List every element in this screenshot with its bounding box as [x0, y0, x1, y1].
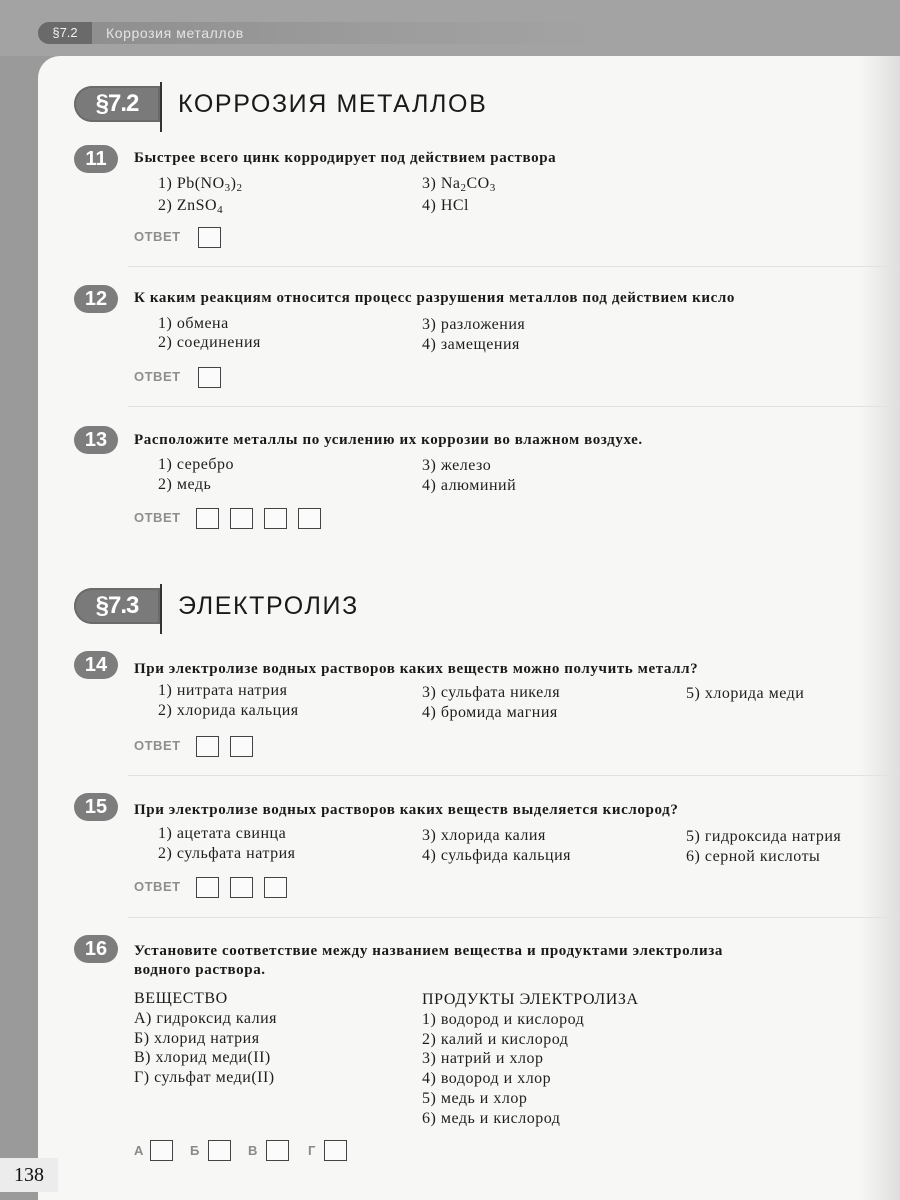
- q11-option-3: 3) $Na_2CO_3$: [422, 175, 496, 194]
- separator: [128, 266, 900, 267]
- separator: [128, 775, 900, 776]
- q12-option-1: 1) обмена: [158, 315, 229, 332]
- q12-option-2: 2) соединения: [158, 334, 261, 351]
- q11-answer-box-1[interactable]: [198, 227, 221, 248]
- q11-option-1: 1) $Pb(NO_3)_2$: [158, 175, 243, 194]
- section-badge: §7.2: [74, 86, 160, 122]
- running-head: [38, 22, 598, 44]
- q13-option-3: 3) железо: [422, 457, 492, 474]
- running-head-section-number: §7.2: [38, 22, 92, 44]
- q16-product-2: 2) калий и кислород: [422, 1031, 569, 1048]
- q15-answer-box-1[interactable]: [196, 877, 219, 898]
- q15-option-4: 4) сульфида кальция: [422, 847, 572, 864]
- question-number-12: 12: [74, 285, 118, 313]
- question-text-16-line-2: водного раствора.: [134, 962, 266, 978]
- q14-option-3: 3) сульфата никеля: [422, 684, 561, 701]
- q12-option-4: 4) замещения: [422, 336, 520, 353]
- q16-match-box-b[interactable]: [208, 1140, 231, 1161]
- q16-match-letter-v: В: [248, 1143, 258, 1158]
- question-number-16: 16: [74, 935, 118, 963]
- section-title: ЭЛЕКТРОЛИЗ: [178, 592, 359, 620]
- q12-answer-box-1[interactable]: [198, 367, 221, 388]
- q13-answer-box-1[interactable]: [196, 508, 219, 529]
- q16-match-letter-b: Б: [190, 1143, 200, 1158]
- q13-option-2: 2) медь: [158, 476, 212, 493]
- question-number-14: 14: [74, 651, 118, 679]
- q12-answer-label: ОТВЕТ: [134, 369, 181, 384]
- question-number-15: 15: [74, 793, 118, 821]
- section-divider: [160, 584, 162, 634]
- q16-product-4: 4) водород и хлор: [422, 1070, 552, 1087]
- q16-substance-a: А) гидроксид калия: [134, 1010, 278, 1027]
- q16-substance-g: Г) сульфат меди(II): [134, 1069, 275, 1086]
- q15-option-1: 1) ацетата свинца: [158, 825, 287, 842]
- q16-substance-b: Б) хлорид натрия: [134, 1030, 260, 1047]
- running-head-title: Коррозия металлов: [106, 25, 244, 41]
- q11-answer-label: ОТВЕТ: [134, 229, 181, 244]
- q12-option-3: 3) разложения: [422, 316, 526, 333]
- q15-option-2: 2) сульфата натрия: [158, 845, 296, 862]
- q16-substance-v: В) хлорид меди(II): [134, 1049, 271, 1066]
- q15-option-3: 3) хлорида калия: [422, 827, 546, 844]
- q15-answer-box-2[interactable]: [230, 877, 253, 898]
- q16-match-box-v[interactable]: [266, 1140, 289, 1161]
- question-text-16-line-1: Установите соответствие между названием вещества и продуктами электролиза: [134, 943, 723, 959]
- q13-option-4: 4) алюминий: [422, 477, 517, 494]
- question-text-13: Расположите металлы по усилению их коррозии во влажном воздухе.: [134, 432, 643, 448]
- page-edge-shadow: [860, 56, 900, 1200]
- q16-product-6: 6) медь и кислород: [422, 1110, 561, 1127]
- q14-answer-box-1[interactable]: [196, 736, 219, 757]
- question-number-13: 13: [74, 426, 118, 454]
- q14-option-1: 1) нитрата натрия: [158, 682, 288, 699]
- question-text-15: При электролизе водных растворов каких веществ выделяется кислород?: [134, 802, 679, 818]
- q16-match-letter-a: А: [134, 1143, 144, 1158]
- q11-option-4: 4) HCl: [422, 197, 469, 214]
- question-text-11: Быстрее всего цинк корродирует под действием раствора: [134, 150, 557, 166]
- section-divider: [160, 82, 162, 132]
- q15-answer-label: ОТВЕТ: [134, 879, 181, 894]
- question-number-11: 11: [74, 145, 118, 173]
- q13-answer-box-3[interactable]: [264, 508, 287, 529]
- page-number: 138: [0, 1158, 58, 1192]
- q15-option-5: 5) гидроксида натрия: [686, 828, 842, 845]
- q15-answer-box-3[interactable]: [264, 877, 287, 898]
- q14-option-5: 5) хлорида меди: [686, 685, 805, 702]
- section-title: КОРРОЗИЯ МЕТАЛЛОВ: [178, 90, 488, 118]
- q16-left-column-header: ВЕЩЕСТВО: [134, 990, 228, 1007]
- q14-answer-box-2[interactable]: [230, 736, 253, 757]
- q16-match-box-a[interactable]: [150, 1140, 173, 1161]
- q16-product-5: 5) медь и хлор: [422, 1090, 528, 1107]
- q14-option-4: 4) бромида магния: [422, 704, 558, 721]
- question-text-14: При электролизе водных растворов каких веществ можно получить металл?: [134, 661, 699, 677]
- q16-right-column-header: ПРОДУКТЫ ЭЛЕКТРОЛИЗА: [422, 991, 639, 1008]
- q13-answer-box-2[interactable]: [230, 508, 253, 529]
- q14-option-2: 2) хлорида кальция: [158, 702, 299, 719]
- q15-option-6: 6) серной кислоты: [686, 848, 821, 865]
- separator: [128, 917, 900, 918]
- q13-option-1: 1) серебро: [158, 456, 234, 473]
- q13-answer-box-4[interactable]: [298, 508, 321, 529]
- q13-answer-label: ОТВЕТ: [134, 510, 181, 525]
- q16-product-3: 3) натрий и хлор: [422, 1050, 544, 1067]
- q11-option-2: 2) ZnSO$_4$: [158, 197, 224, 216]
- q14-answer-label: ОТВЕТ: [134, 738, 181, 753]
- q16-match-letter-g: Г: [308, 1143, 316, 1158]
- q16-match-box-g[interactable]: [324, 1140, 347, 1161]
- section-badge: §7.3: [74, 588, 160, 624]
- separator: [128, 406, 900, 407]
- question-text-12: К каким реакциям относится процесс разрушения металлов под действием кисло: [134, 290, 735, 306]
- q16-product-1: 1) водород и кислород: [422, 1011, 585, 1028]
